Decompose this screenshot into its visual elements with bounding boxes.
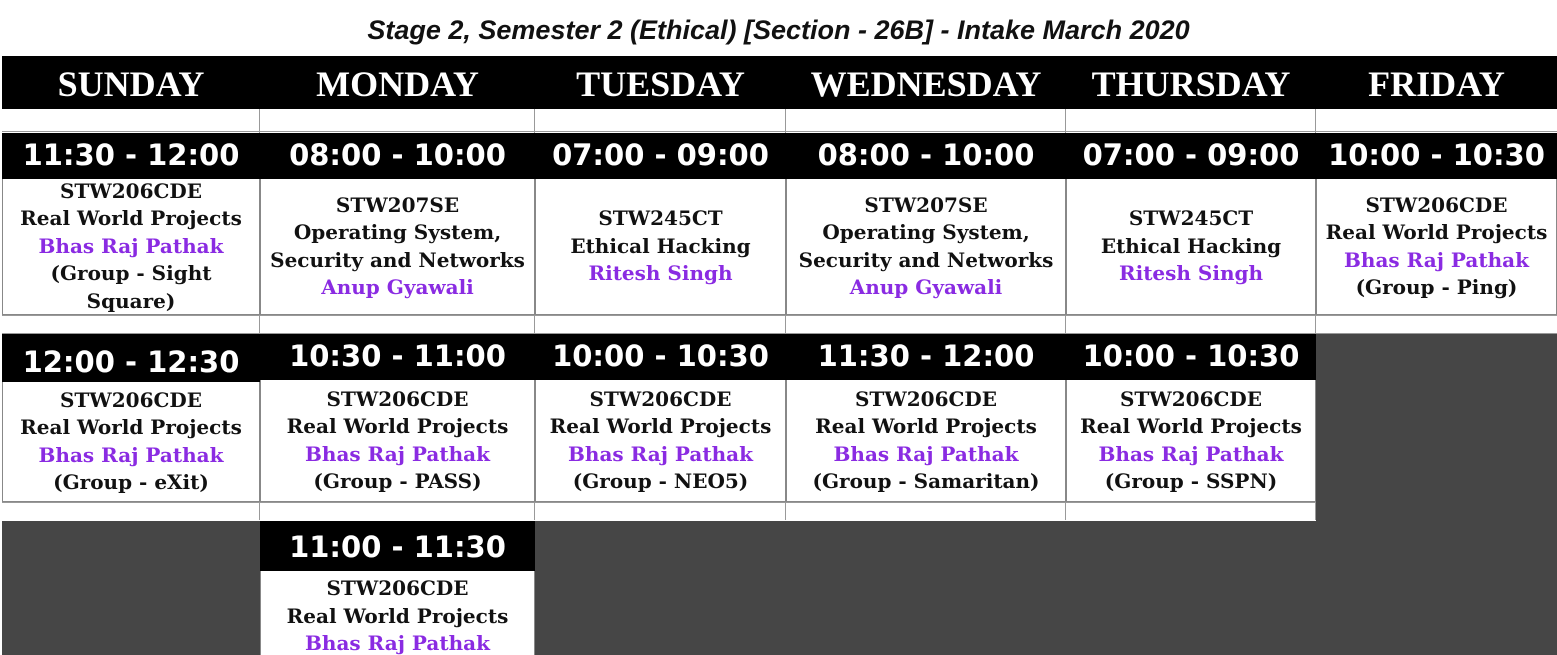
session-details	[1066, 380, 1316, 502]
course-name: Security and Networks	[270, 247, 525, 272]
teacher-name: Bhas Raj Pathak	[1098, 441, 1284, 466]
session-wednesday-2[interactable]	[786, 334, 1066, 502]
course-name: Ethical Hacking	[1100, 233, 1282, 258]
session-time: 11:30 - 12:00	[786, 334, 1066, 380]
group-name: (Group - SSPN)	[1104, 469, 1278, 493]
course-code: STW206CDE	[589, 386, 732, 411]
gridline	[1315, 315, 1316, 333]
group-name: (Group - Samaritan)	[812, 469, 1040, 493]
session-details	[1316, 179, 1557, 315]
teacher-name: Bhas Raj Pathak	[1344, 247, 1529, 272]
session-sunday-1[interactable]	[2, 133, 260, 315]
course-code: STW207SE	[864, 192, 988, 217]
course-name: Real World Projects	[20, 206, 242, 231]
group-name: (Group - PASS)	[313, 469, 482, 493]
session-details	[535, 380, 786, 502]
session-time: 10:00 - 10:30	[1316, 133, 1557, 179]
course-code: STW206CDE	[326, 576, 469, 600]
group-name: (Group - Ping)	[1355, 275, 1518, 299]
group-name: (Group - Sight Square)	[50, 261, 212, 313]
session-thursday-2[interactable]	[1066, 334, 1316, 502]
gridline	[259, 502, 260, 520]
course-code: STW206CDE	[854, 386, 998, 411]
session-time: 08:00 - 10:00	[786, 133, 1066, 179]
session-monday-3[interactable]	[260, 521, 535, 655]
teacher-name: Ritesh Singh	[1118, 261, 1264, 286]
day-friday: FRIDAY	[1368, 64, 1505, 104]
teacher-name: Bhas Raj Pathak	[305, 441, 490, 466]
session-tuesday-1[interactable]	[535, 133, 786, 315]
day-sunday: SUNDAY	[57, 64, 205, 104]
session-details	[2, 179, 260, 315]
session-time: 11:30 - 12:00	[2, 133, 260, 179]
session-details	[786, 380, 1066, 502]
session-monday-1[interactable]	[260, 133, 535, 315]
teacher-name: Bhas Raj Pathak	[305, 631, 490, 655]
session-tuesday-2[interactable]	[535, 334, 786, 502]
session-thursday-1[interactable]	[1066, 133, 1316, 315]
gridline	[1315, 109, 1316, 134]
session-time: 12:00 - 12:30	[2, 334, 260, 382]
gridline	[785, 502, 786, 520]
group-name: (Group - eXit)	[53, 470, 209, 494]
gridline	[785, 315, 786, 333]
session-details	[260, 380, 535, 502]
course-code: STW245CT	[1128, 206, 1254, 231]
teacher-name: Bhas Raj Pathak	[568, 441, 753, 466]
course-code: STW245CT	[598, 206, 723, 231]
teacher-name: Bhas Raj Pathak	[833, 441, 1019, 466]
session-sunday-2[interactable]	[2, 334, 260, 502]
session-time: 11:00 - 11:30	[260, 521, 535, 571]
gridline	[2, 502, 1316, 503]
course-name: Real World Projects	[549, 414, 772, 438]
session-details	[786, 179, 1066, 315]
gridline	[534, 109, 535, 134]
session-wednesday-1[interactable]	[786, 133, 1066, 315]
session-details	[2, 382, 260, 502]
teacher-name: Anup Gyawali	[849, 275, 1003, 299]
course-name: Real World Projects	[815, 414, 1037, 438]
course-code: STW206CDE	[59, 178, 203, 203]
session-time: 08:00 - 10:00	[260, 133, 535, 179]
course-name: Real World Projects	[286, 603, 509, 628]
gridline	[259, 109, 260, 134]
course-name: Real World Projects	[1325, 220, 1548, 244]
session-details	[535, 179, 786, 315]
session-time: 07:00 - 09:00	[535, 133, 786, 179]
empty-slot-friday	[1316, 334, 1557, 522]
teacher-name: Anup Gyawali	[321, 275, 474, 299]
course-code: STW207SE	[335, 192, 460, 217]
session-monday-2[interactable]	[260, 334, 535, 502]
session-time: 07:00 - 09:00	[1066, 133, 1316, 179]
session-details	[260, 179, 535, 315]
course-name: Real World Projects	[286, 414, 509, 438]
course-code: STW206CDE	[1365, 192, 1508, 217]
course-code: STW206CDE	[59, 387, 203, 412]
course-code: STW206CDE	[326, 386, 469, 411]
session-time: 10:30 - 11:00	[260, 334, 535, 380]
course-name: Ethical Hacking	[570, 233, 751, 258]
course-code: STW206CDE	[1119, 386, 1263, 411]
gridline	[2, 131, 1557, 132]
session-friday-1[interactable]	[1316, 133, 1557, 315]
empty-slot-sunday	[2, 521, 260, 655]
timetable-title: Stage 2, Semester 2 (Ethical) [Section - 26B] - Intake March 2020	[367, 15, 1190, 45]
gridline	[1065, 109, 1066, 134]
teacher-name: Bhas Raj Pathak	[38, 233, 224, 258]
gridline	[1065, 315, 1066, 333]
group-name: (Group - NEO5)	[572, 469, 749, 493]
teacher-name: Ritesh Singh	[588, 261, 733, 286]
session-details	[1066, 179, 1316, 315]
gridline	[534, 315, 535, 333]
gridline	[259, 315, 260, 333]
day-wednesday: WEDNESDAY	[810, 64, 1042, 104]
session-time: 10:00 - 10:30	[535, 334, 786, 380]
gridline	[534, 502, 535, 520]
course-name: Real World Projects	[1080, 414, 1302, 438]
course-name: Security and Networks	[798, 247, 1054, 272]
session-details	[260, 571, 535, 655]
day-monday: MONDAY	[316, 64, 479, 104]
session-time: 10:00 - 10:30	[1066, 334, 1316, 380]
course-name: Operating System,	[293, 220, 502, 244]
teacher-name: Bhas Raj Pathak	[38, 442, 224, 467]
gridline	[1065, 502, 1066, 520]
course-name: Real World Projects	[20, 415, 242, 439]
gridline	[785, 109, 786, 134]
empty-slot-rest	[535, 521, 1557, 655]
day-thursday: THURSDAY	[1091, 64, 1291, 104]
day-tuesday: TUESDAY	[576, 64, 745, 104]
course-name: Operating System,	[822, 220, 1030, 244]
